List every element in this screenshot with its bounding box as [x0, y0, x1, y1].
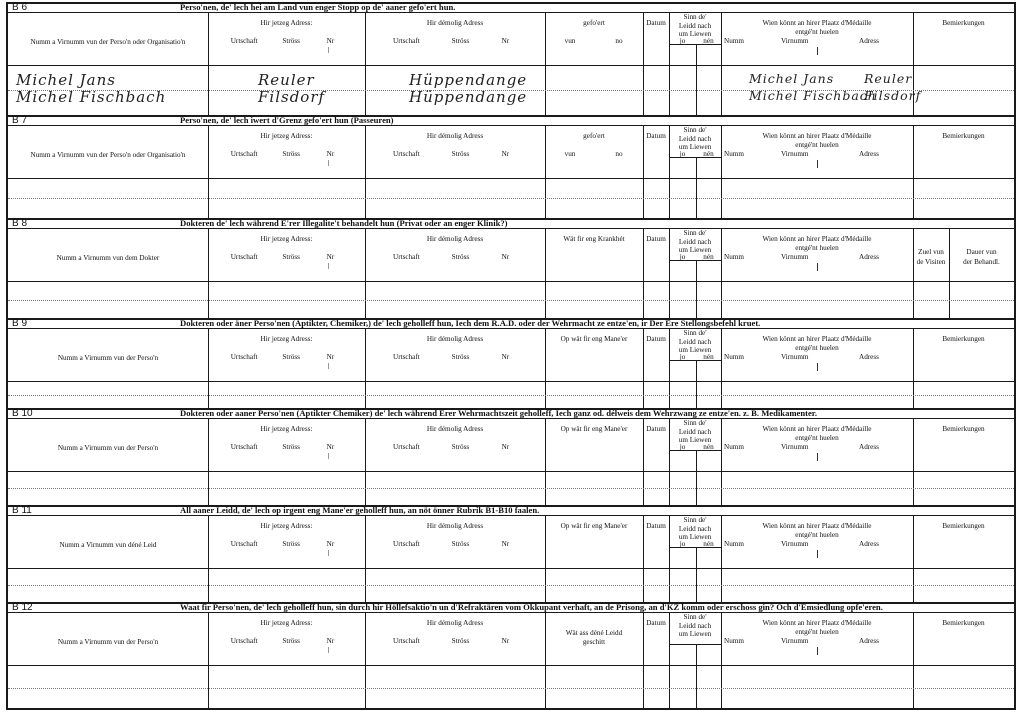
medal-sub-firstname: Virnumm	[781, 443, 809, 451]
current-address-header: Hir jetzeg Adress:	[260, 235, 313, 243]
address-sub-current-street: Ströss	[282, 443, 300, 451]
address-sub-current-street: Ströss	[282, 37, 300, 45]
alive-no: nén	[703, 253, 714, 261]
medal-sub-name: Numm	[724, 253, 744, 261]
address-sub-current-town: Urtschaft	[230, 637, 258, 645]
medal-header-line: Wien könnt an hirer Plaatz d'Médaille	[762, 619, 872, 627]
remarks-header: Bemierkungen	[942, 522, 985, 530]
address-sub-current-number: Nr	[326, 253, 335, 261]
section-code: B 7	[12, 115, 28, 126]
alive-header-line: um Liewen	[678, 346, 712, 354]
address-sub-current-number: Nr	[326, 37, 335, 45]
fourth-column-header: Wät ass déné Leidd	[565, 629, 623, 637]
medal-sub-name: Numm	[724, 637, 744, 645]
name-column-header: Numm a Virnumm vun der Perso'n oder Organisatio'n	[30, 151, 186, 159]
section-code: B 11	[12, 505, 32, 516]
former-address-header: Hir démolig Adress	[426, 619, 484, 627]
alive-yes: jo	[679, 353, 686, 361]
entry-town[interactable]: Filsdorf	[258, 88, 326, 106]
transport-from: vun	[564, 37, 576, 45]
alive-header-line: um Liewen	[678, 246, 712, 254]
section-code: B 12	[12, 602, 33, 613]
date-header: Datum	[646, 522, 666, 530]
questionnaire-form	[6, 2, 1016, 712]
section-title: Dokteren de' lech während E'rer Illegalite't behandelt hun (Privat oder an enger Klinik?)	[180, 218, 508, 228]
medal-sub-firstname: Virnumm	[781, 353, 809, 361]
entry-medal-place[interactable]: Filsdorf	[864, 88, 922, 103]
address-sub-former-town: Urtschaft	[393, 637, 420, 645]
alive-header-line: um Liewen	[678, 436, 712, 444]
medal-header-line: Wien könnt an hirer Plaatz d'Médaille	[762, 425, 872, 433]
medal-sub-firstname: Virnumm	[781, 253, 809, 261]
alive-header-line: Leidd nach	[678, 524, 712, 533]
address-sub-current-number: Nr	[326, 353, 335, 361]
alive-header-line: Sinn de'	[683, 329, 707, 337]
address-sub-former-street: Ströss	[451, 253, 470, 261]
address-sub-former-street: Ströss	[451, 37, 470, 45]
address-sub-current-town: Urtschaft	[230, 353, 258, 361]
medal-header-line: entgé'nt huelen	[795, 434, 839, 442]
alive-yes: jo	[679, 443, 686, 451]
fourth-column-header: gefo'ert	[583, 132, 605, 140]
current-address-header: Hir jetzeg Adress:	[260, 335, 313, 343]
former-address-header: Hir démolig Adress	[426, 235, 484, 243]
alive-no: nén	[703, 443, 714, 451]
alive-no: nén	[703, 150, 714, 158]
entry-name[interactable]: Michel Jans	[16, 71, 116, 89]
medal-sub-name: Numm	[724, 443, 744, 451]
former-address-header: Hir démolig Adress	[426, 425, 484, 433]
transport-to: no	[615, 37, 623, 45]
entry-name[interactable]: Michel Fischbach	[16, 88, 167, 106]
section-code: B 9	[12, 318, 28, 329]
address-sub-former-street: Ströss	[451, 353, 470, 361]
date-header: Datum	[646, 235, 666, 243]
section-title: Dokteren oder aaner Perso'nen (Aptikter Chemiker) de' lech während Erer Wehrmachtszeit geholleff, Iech ganz od. délweis dem Wehrzwang ze entze'en. z. B. Medikamenter.	[180, 408, 817, 418]
date-header: Datum	[646, 335, 666, 343]
name-column-header: Numm a Virnumm vun der Perso'n	[57, 638, 159, 646]
alive-header-line: Leidd nach	[678, 134, 712, 143]
remarks-header: Bemierkungen	[942, 335, 985, 343]
former-address-header: Hir démolig Adress	[426, 522, 484, 530]
fourth-column-header: gefo'ert	[583, 19, 605, 27]
section-title: Perso'nen, de' lech hei am Land vun enger Stopp op de' aaner gefo'ert hun.	[180, 2, 456, 12]
remarks-header: Bemierkungen	[942, 425, 985, 433]
address-sub-former-number: Nr	[501, 150, 510, 158]
address-sub-current-number: Nr	[326, 150, 335, 158]
address-sub-former-street: Ströss	[451, 443, 470, 451]
medal-sub-address: Adress	[859, 540, 879, 548]
address-sub-current-street: Ströss	[282, 540, 300, 548]
medal-sub-address: Adress	[859, 443, 879, 451]
medal-sub-name: Numm	[724, 353, 744, 361]
date-header: Datum	[646, 619, 666, 627]
address-sub-former-number: Nr	[501, 443, 510, 451]
medal-header-line: entgé'nt huelen	[795, 28, 839, 36]
alive-header-line: Leidd nach	[678, 21, 712, 30]
alive-header-line: Leidd nach	[678, 237, 712, 246]
address-sub-former-town: Urtschaft	[393, 37, 420, 45]
address-sub-former-street: Ströss	[451, 150, 470, 158]
current-address-header: Hir jetzeg Adress:	[260, 619, 313, 627]
alive-yes: jo	[679, 253, 686, 261]
address-sub-former-street: Ströss	[451, 540, 470, 548]
alive-no: nén	[703, 353, 714, 361]
fourth-column-header: Op wät fir eng Mane'er	[560, 335, 628, 343]
medal-header-line: Wien könnt an hirer Plaatz d'Médaille	[762, 522, 872, 530]
medal-header-line: Wien könnt an hirer Plaatz d'Médaille	[762, 132, 872, 140]
address-sub-former-number: Nr	[501, 353, 510, 361]
medal-sub-address: Adress	[859, 253, 879, 261]
medal-header-line: entgé'nt huelen	[795, 141, 839, 149]
section-title: Waat fir Perso'nen, de' lech geholleff hun, sin durch hir Höllefsaktio'n un d'Refraktären vom Okkupant verhaft, an de Prisong, an d'KZ komm oder erschoss gin? Och d'Emsiedlung opfe'eren.	[180, 602, 883, 612]
alive-header-line: Sinn de'	[683, 613, 707, 621]
medal-sub-firstname: Virnumm	[781, 637, 809, 645]
visits-header: Zuel vun	[918, 248, 944, 256]
section-code: B 8	[12, 218, 28, 229]
date-header: Datum	[646, 19, 666, 27]
alive-header-line: um Liewen	[678, 630, 712, 638]
entry-former-town[interactable]: Hüppendange	[409, 88, 528, 106]
entry-former-town[interactable]: Hüppendange	[409, 71, 528, 89]
current-address-header: Hir jetzeg Adress:	[260, 425, 313, 433]
address-sub-current-street: Ströss	[282, 150, 300, 158]
date-header: Datum	[646, 132, 666, 140]
medal-header-line: entgé'nt huelen	[795, 628, 839, 636]
alive-header-line: Leidd nach	[678, 427, 712, 436]
address-sub-current-street: Ströss	[282, 253, 300, 261]
name-column-header: Numm a Virnumm vun der Perso'n	[57, 444, 159, 452]
medal-sub-address: Adress	[859, 37, 879, 45]
current-address-header: Hir jetzeg Adress:	[260, 19, 313, 27]
transport-from: vun	[564, 150, 576, 158]
fourth-column-header: geschitt	[582, 638, 606, 646]
alive-header-line: Leidd nach	[678, 621, 712, 630]
medal-header-line: entgé'nt huelen	[795, 244, 839, 252]
address-sub-former-town: Urtschaft	[393, 443, 420, 451]
duration-header: Dauer vun	[966, 248, 997, 256]
address-sub-former-town: Urtschaft	[393, 540, 420, 548]
medal-header-line: Wien könnt an hirer Plaatz d'Médaille	[762, 235, 872, 243]
alive-header-line: Leidd nach	[678, 337, 712, 346]
address-sub-current-street: Ströss	[282, 637, 300, 645]
address-sub-current-town: Urtschaft	[230, 37, 258, 45]
address-sub-current-street: Ströss	[282, 353, 300, 361]
name-column-header: Numm a Virnumm vun der Perso'n	[57, 354, 159, 362]
alive-header-line: Sinn de'	[683, 516, 707, 524]
section-title: Dokteren oder äner Perso'nen (Aptikter, Chemiker,) de' lech geholleff hun, Iech dem R.A.D. oder der Wehrmacht ze entze'en, ir Der Ere Stellongsbefehl kruet.	[180, 318, 761, 328]
medal-sub-firstname: Virnumm	[781, 37, 809, 45]
alive-header-line: Sinn de'	[683, 419, 707, 427]
medal-sub-name: Numm	[724, 540, 744, 548]
remarks-header: Bemierkungen	[942, 132, 985, 140]
address-sub-current-number: Nr	[326, 443, 335, 451]
section-title: All aaner Leidd, de' lech op irgent eng Mane'er geholleff hun, an nöt önner Rubrik B1-B10 faalen.	[180, 505, 540, 515]
alive-no: nén	[703, 37, 714, 45]
transport-to: no	[615, 150, 623, 158]
address-sub-former-number: Nr	[501, 37, 510, 45]
alive-yes: jo	[679, 150, 686, 158]
address-sub-former-town: Urtschaft	[393, 353, 420, 361]
name-column-header: Numm a Virnumm vun dem Dokter	[56, 254, 160, 262]
medal-sub-address: Adress	[859, 150, 879, 158]
address-sub-former-number: Nr	[501, 540, 510, 548]
medal-sub-name: Numm	[724, 150, 744, 158]
address-sub-current-town: Urtschaft	[230, 540, 258, 548]
date-header: Datum	[646, 425, 666, 433]
address-sub-former-street: Ströss	[451, 637, 470, 645]
remarks-header: Bemierkungen	[942, 19, 985, 27]
address-sub-current-town: Urtschaft	[230, 253, 258, 261]
address-sub-current-number: Nr	[326, 540, 335, 548]
medal-header-line: Wien könnt an hirer Plaatz d'Médaille	[762, 335, 872, 343]
entry-medal-name[interactable]: Michel Jans	[749, 71, 835, 86]
current-address-header: Hir jetzeg Adress:	[260, 522, 313, 530]
medal-sub-firstname: Virnumm	[781, 150, 809, 158]
section-code: B 6	[12, 2, 28, 13]
medal-sub-name: Numm	[724, 37, 744, 45]
medal-header-line: Wien könnt an hirer Plaatz d'Médaille	[762, 19, 872, 27]
alive-yes: jo	[679, 37, 686, 45]
address-sub-former-town: Urtschaft	[393, 253, 420, 261]
address-sub-former-number: Nr	[501, 637, 510, 645]
address-sub-current-town: Urtschaft	[230, 150, 258, 158]
alive-header-line: Sinn de'	[683, 229, 707, 237]
duration-header: der Behandl.	[963, 258, 1000, 266]
alive-yes: jo	[679, 540, 686, 548]
alive-header-line: Sinn de'	[683, 13, 707, 21]
fourth-column-header: Op wät fir eng Mane'er	[560, 425, 628, 433]
alive-header-line: Sinn de'	[683, 126, 707, 134]
alive-header-line: um Liewen	[678, 533, 712, 541]
name-column-header: Numm a Virnumm vun der Perso'n oder Organisatio'n	[30, 38, 186, 46]
address-sub-current-town: Urtschaft	[230, 443, 258, 451]
entry-medal-name[interactable]: Michel Fischbach	[749, 88, 877, 103]
address-sub-former-town: Urtschaft	[393, 150, 420, 158]
entry-town[interactable]: Reuler	[258, 71, 315, 89]
remarks-header: Bemierkungen	[942, 619, 985, 627]
section-code: B 10	[12, 408, 33, 419]
alive-header-line: um Liewen	[678, 143, 712, 151]
former-address-header: Hir démolig Adress	[426, 132, 484, 140]
visits-header: de Visiten	[916, 258, 946, 266]
alive-no: nén	[703, 540, 714, 548]
former-address-header: Hir démolig Adress	[426, 335, 484, 343]
section-title: Perso'nen, de' lech iwert d'Grenz gefo'ert hun (Passeuren)	[180, 115, 394, 125]
entry-medal-place[interactable]: Reuler	[864, 71, 913, 86]
current-address-header: Hir jetzeg Adress:	[260, 132, 313, 140]
alive-header-line: um Liewen	[678, 30, 712, 38]
medal-header-line: entgé'nt huelen	[795, 344, 839, 352]
medal-sub-firstname: Virnumm	[781, 540, 809, 548]
former-address-header: Hir démolig Adress	[426, 19, 484, 27]
fourth-column-header: Op wät fir eng Mane'er	[560, 522, 628, 530]
medal-header-line: entgé'nt huelen	[795, 531, 839, 539]
name-column-header: Numm a Virnumm vun déné Leid	[59, 541, 157, 549]
address-sub-current-number: Nr	[326, 637, 335, 645]
medal-sub-address: Adress	[859, 637, 879, 645]
fourth-column-header: Wät fir eng Krankhét	[563, 235, 625, 243]
address-sub-former-number: Nr	[501, 253, 510, 261]
medal-sub-address: Adress	[859, 353, 879, 361]
